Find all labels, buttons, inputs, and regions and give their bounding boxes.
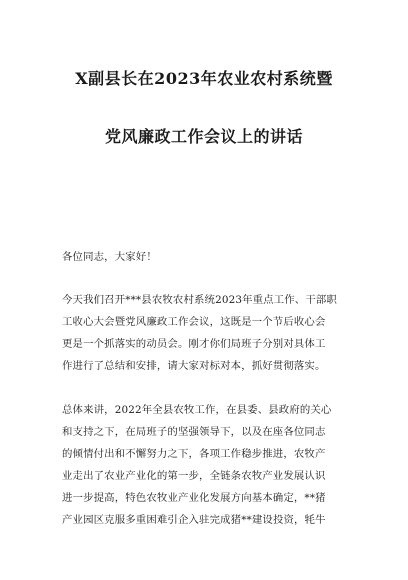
paragraph-line: 的倾情付出和不懈努力之下，各项工作稳步推进，农牧产: [62, 448, 326, 460]
paragraph-line: 业走出了农业产业化的第一步，全链条农牧产业发展认识: [62, 470, 326, 482]
paragraph-line: 工收心大会暨党风廉政工作会议，这既是一个节后收心会: [62, 316, 326, 328]
paragraph-line: 更是一个抓落实的动员会。刚才你们局班子分别对具体工: [62, 338, 326, 350]
paragraph-line: 总体来讲，2022年全县农牧工作，在县委、县政府的关心: [62, 404, 332, 416]
paragraph-line: 进一步提高，特色农牧业产业化发展方向基本确定，**猪: [62, 492, 326, 504]
paragraph-line: 和支持之下，在局班子的坚强领导下，以及在座各位同志: [62, 426, 326, 438]
document-title-line-2: 党风廉政工作会议上的讲话: [104, 127, 303, 146]
paragraph-line: 产业园区克服多重困难引企入驻完成猪**建设投资，牦牛: [62, 514, 326, 526]
document-title-line-1: X副县长在2023年农业农村系统暨: [75, 69, 333, 88]
paragraph-line: 今天我们召开***县农牧农村系统2023年重点工作、干部职: [62, 294, 337, 306]
paragraph-line: 作进行了总结和安排，请大家对标对本，抓好贯彻落实。: [62, 360, 326, 372]
greeting: 各位同志，大家好！: [62, 251, 157, 263]
